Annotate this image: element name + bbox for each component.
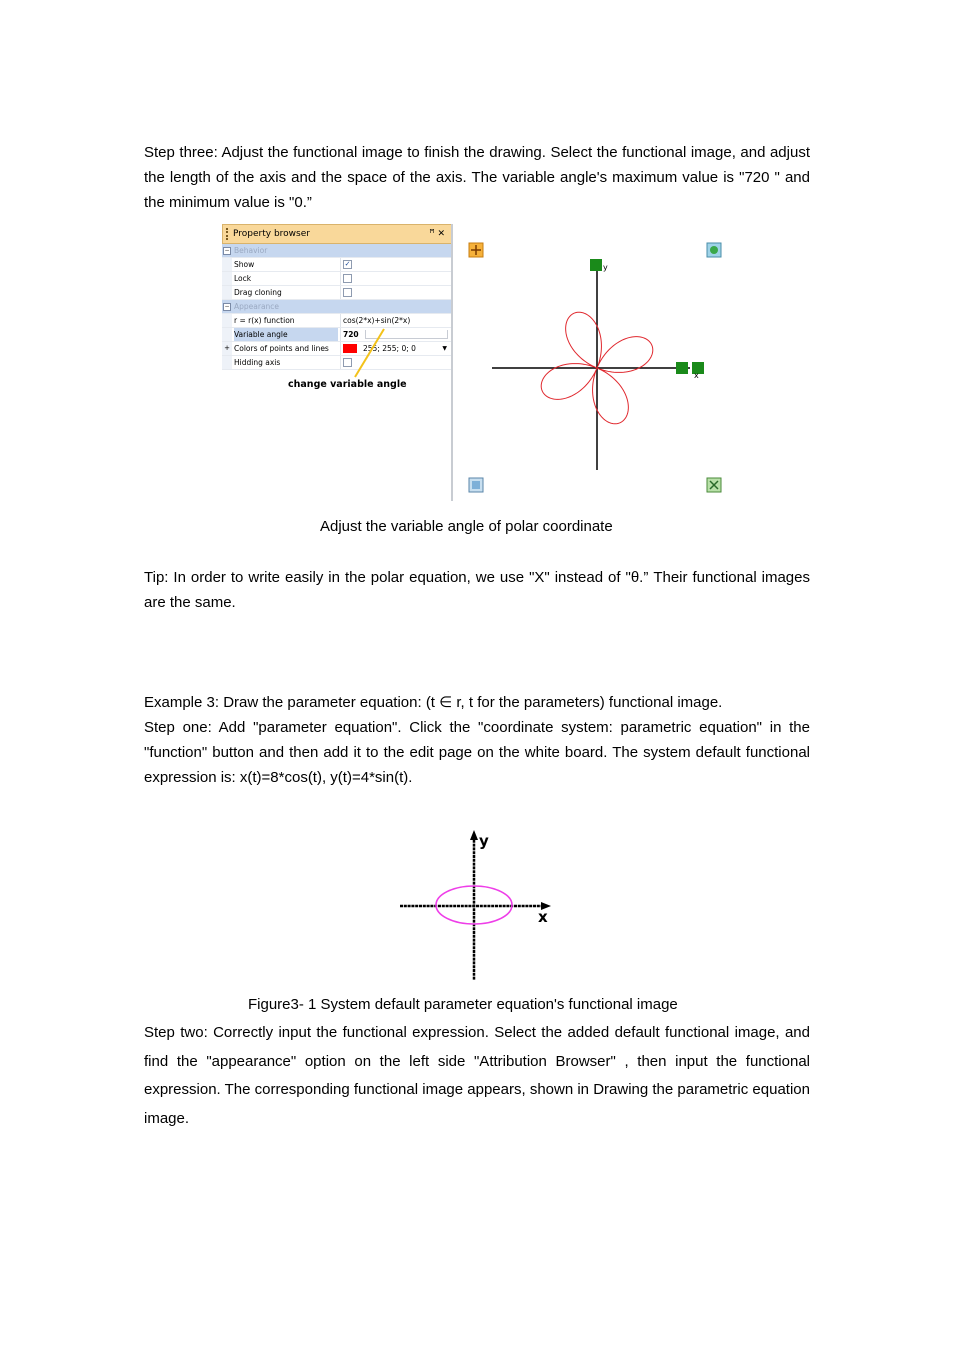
colors-value: 255; 255; 0; 0 bbox=[363, 344, 416, 353]
polar-plot bbox=[460, 232, 730, 500]
category-behavior-label: Behavior bbox=[234, 246, 268, 255]
collapse-icon[interactable]: − bbox=[224, 247, 230, 254]
row-show-key: Show bbox=[234, 260, 255, 269]
polar-x-label: x bbox=[694, 371, 699, 380]
row-drag-cloning[interactable] bbox=[222, 286, 452, 300]
resize-handle-icon[interactable] bbox=[707, 478, 721, 492]
row-function[interactable] bbox=[222, 314, 452, 328]
param-x-label: x bbox=[538, 908, 548, 926]
row-colors-key: Colors of points and lines bbox=[234, 344, 329, 353]
tip-text: Tip: In order to write easily in the polar equation, we use "X" instead of "θ.” Their functional images are the same. bbox=[144, 569, 810, 611]
step-three-text: Step three: Adjust the functional image to finish the drawing. Select the functional image, and adjust the length of the axis and the space of the axis. The variable angle's maximum value is "720 " and the minimum value is "0.” bbox=[144, 144, 810, 211]
y-axis-handle[interactable] bbox=[590, 259, 602, 271]
row-lock[interactable] bbox=[222, 272, 452, 286]
x-axis-handle[interactable] bbox=[676, 362, 688, 374]
caption-polar: Adjust the variable angle of polar coordinate bbox=[320, 518, 613, 535]
property-browser-panel bbox=[222, 224, 452, 500]
property-browser-title: Property browser bbox=[233, 229, 310, 239]
category-appearance[interactable] bbox=[222, 300, 452, 314]
rotate-handle-icon[interactable] bbox=[707, 243, 721, 257]
parametric-plot bbox=[395, 826, 560, 986]
panel-divider bbox=[451, 224, 453, 501]
row-variable-angle-key: Variable angle bbox=[234, 328, 338, 341]
drag-cloning-checkbox[interactable] bbox=[343, 288, 352, 297]
row-function-key: r = r(x) function bbox=[234, 316, 295, 325]
lock-checkbox[interactable] bbox=[343, 274, 352, 283]
param-y-arrow bbox=[470, 830, 478, 840]
move-handle-icon[interactable] bbox=[469, 243, 483, 257]
function-value[interactable]: cos(2*x)+sin(2*x) bbox=[340, 314, 450, 327]
property-browser-titlebar bbox=[222, 224, 452, 244]
annotation-arrow bbox=[340, 325, 400, 385]
example3-paragraph bbox=[144, 690, 810, 790]
variable-angle-value[interactable]: 720 bbox=[343, 330, 359, 339]
expand-icon[interactable]: + bbox=[222, 342, 232, 355]
row-lock-key: Lock bbox=[234, 274, 252, 283]
row-variable-angle[interactable] bbox=[222, 328, 452, 342]
dropdown-arrow-icon[interactable]: ▼ bbox=[442, 345, 447, 352]
category-behavior[interactable] bbox=[222, 244, 452, 258]
param-y-label: y bbox=[479, 832, 489, 850]
collapse-icon[interactable]: − bbox=[224, 303, 230, 310]
step-two-text: Step two: Correctly input the functional expression. Select the added default functional image, and find the "appearance" option on the left side "Attribution Browser" , then input the functional expression. The corresponding functional image appears, shown in Drawing the parametric equation image. bbox=[144, 1024, 810, 1127]
show-checkbox[interactable]: ✓ bbox=[344, 260, 351, 268]
row-hidding-axis-key: Hidding axis bbox=[234, 358, 281, 367]
row-colors[interactable] bbox=[222, 342, 452, 356]
caption-fig3-1: Figure3- 1 System default parameter equation's functional image bbox=[248, 996, 678, 1013]
step-two-paragraph bbox=[144, 1019, 810, 1133]
grip-icon bbox=[226, 228, 230, 240]
row-show[interactable] bbox=[222, 258, 452, 272]
annotation-label: change variable angle bbox=[288, 379, 407, 390]
step-three-paragraph bbox=[144, 140, 810, 215]
properties-handle-icon[interactable] bbox=[469, 478, 483, 492]
category-appearance-label: Appearance bbox=[234, 302, 280, 311]
row-drag-cloning-key: Drag cloning bbox=[234, 288, 282, 297]
row-hidding-axis[interactable] bbox=[222, 356, 452, 370]
example3-text: Example 3: Draw the parameter equation: (t ∈ r, t for the parameters) functional image. bbox=[144, 694, 723, 711]
polar-y-label: y bbox=[603, 263, 608, 272]
tip-paragraph bbox=[144, 565, 810, 615]
step-one-text: Step one: Add "parameter equation". Click the "coordinate system: parametric equation" in the "function" button and then add it to the edit page on the white board. The system default functional expression is: x(t)=8*cos(t), y(t)=4*sin(t). bbox=[144, 719, 810, 786]
pin-close-icons[interactable]: ꟸ ✕ bbox=[429, 229, 445, 239]
